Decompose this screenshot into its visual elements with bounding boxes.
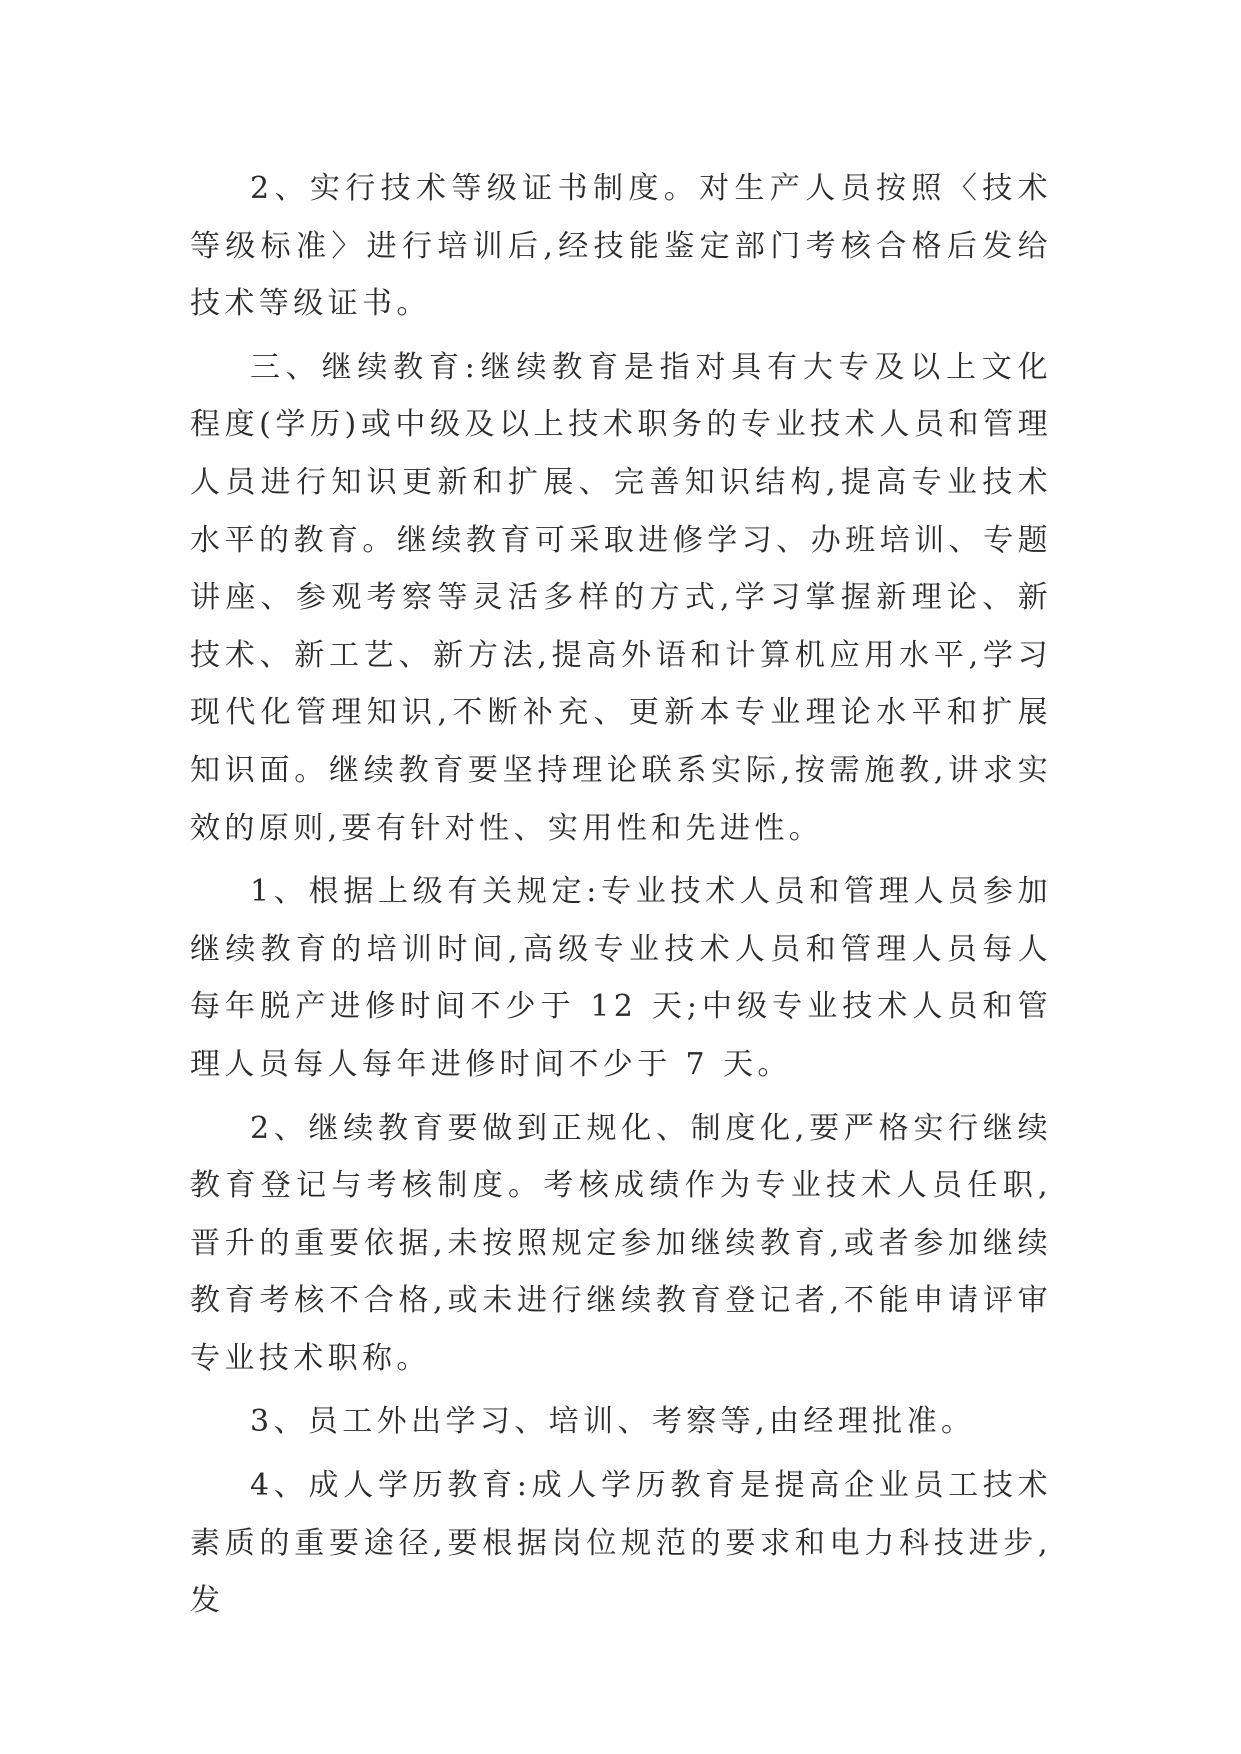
paragraph-adult-education: 4、成人学历教育:成人学历教育是提高企业员工技术素质的重要途径,要根据岗位规范的要求和电力科技进步, 发 xyxy=(190,1468,1052,1619)
document-body xyxy=(190,160,1052,1630)
paragraph-external-study-approval: 3、员工外出学习、培训、考察等,由经理批准。 xyxy=(250,1404,976,1440)
paragraph-training-hours: 1、根据上级有关规定:专业技术人员和管理人员参加继续教育的培训时间,高级专业技术人员和管理人员每人每年脱产进修时间不少于 12 天;中级专业技术人员和管理人员每人每年进修时间不少于 7 天。 xyxy=(190,874,1052,1082)
paragraph-technical-grade-certificate: 2、实行技术等级证书制度。对生产人员按照〈技术等级标准〉进行培训后,经技能鉴定部门考核合格后发给技术等级证书。 xyxy=(190,171,1052,322)
paragraph-continuing-education: 三、继续教育:继续教育是指对具有大专及以上文化程度(学历)或中级及以上技术职务的专业技术人员和管理人员进行知识更新和扩展、完善知识结构,提高专业技术水平的教育。继续教育可采取进修学习、办班培训、专题讲座、参观考察等灵活多样的方式,学习掌握新理论、新技术、新工艺、新方法,提高外语和计算机应用水平,学习现代化管理知识,不断补充、更新本专业理论水平和扩展知识面。继续教育要坚持理论联系实际,按需施教,讲求实效的原则,要有针对性、实用性和先进性。 xyxy=(190,349,1052,846)
paragraph-registration-assessment: 2、继续教育要做到正规化、制度化,要严格实行继续教育登记与考核制度。考核成绩作为专业技术人员任职,晋升的重要依据,未按照规定参加继续教育,或者参加继续教育考核不合格,或未进行继续教育登记者,不能申请评审专业技术职称。 xyxy=(190,1110,1052,1376)
